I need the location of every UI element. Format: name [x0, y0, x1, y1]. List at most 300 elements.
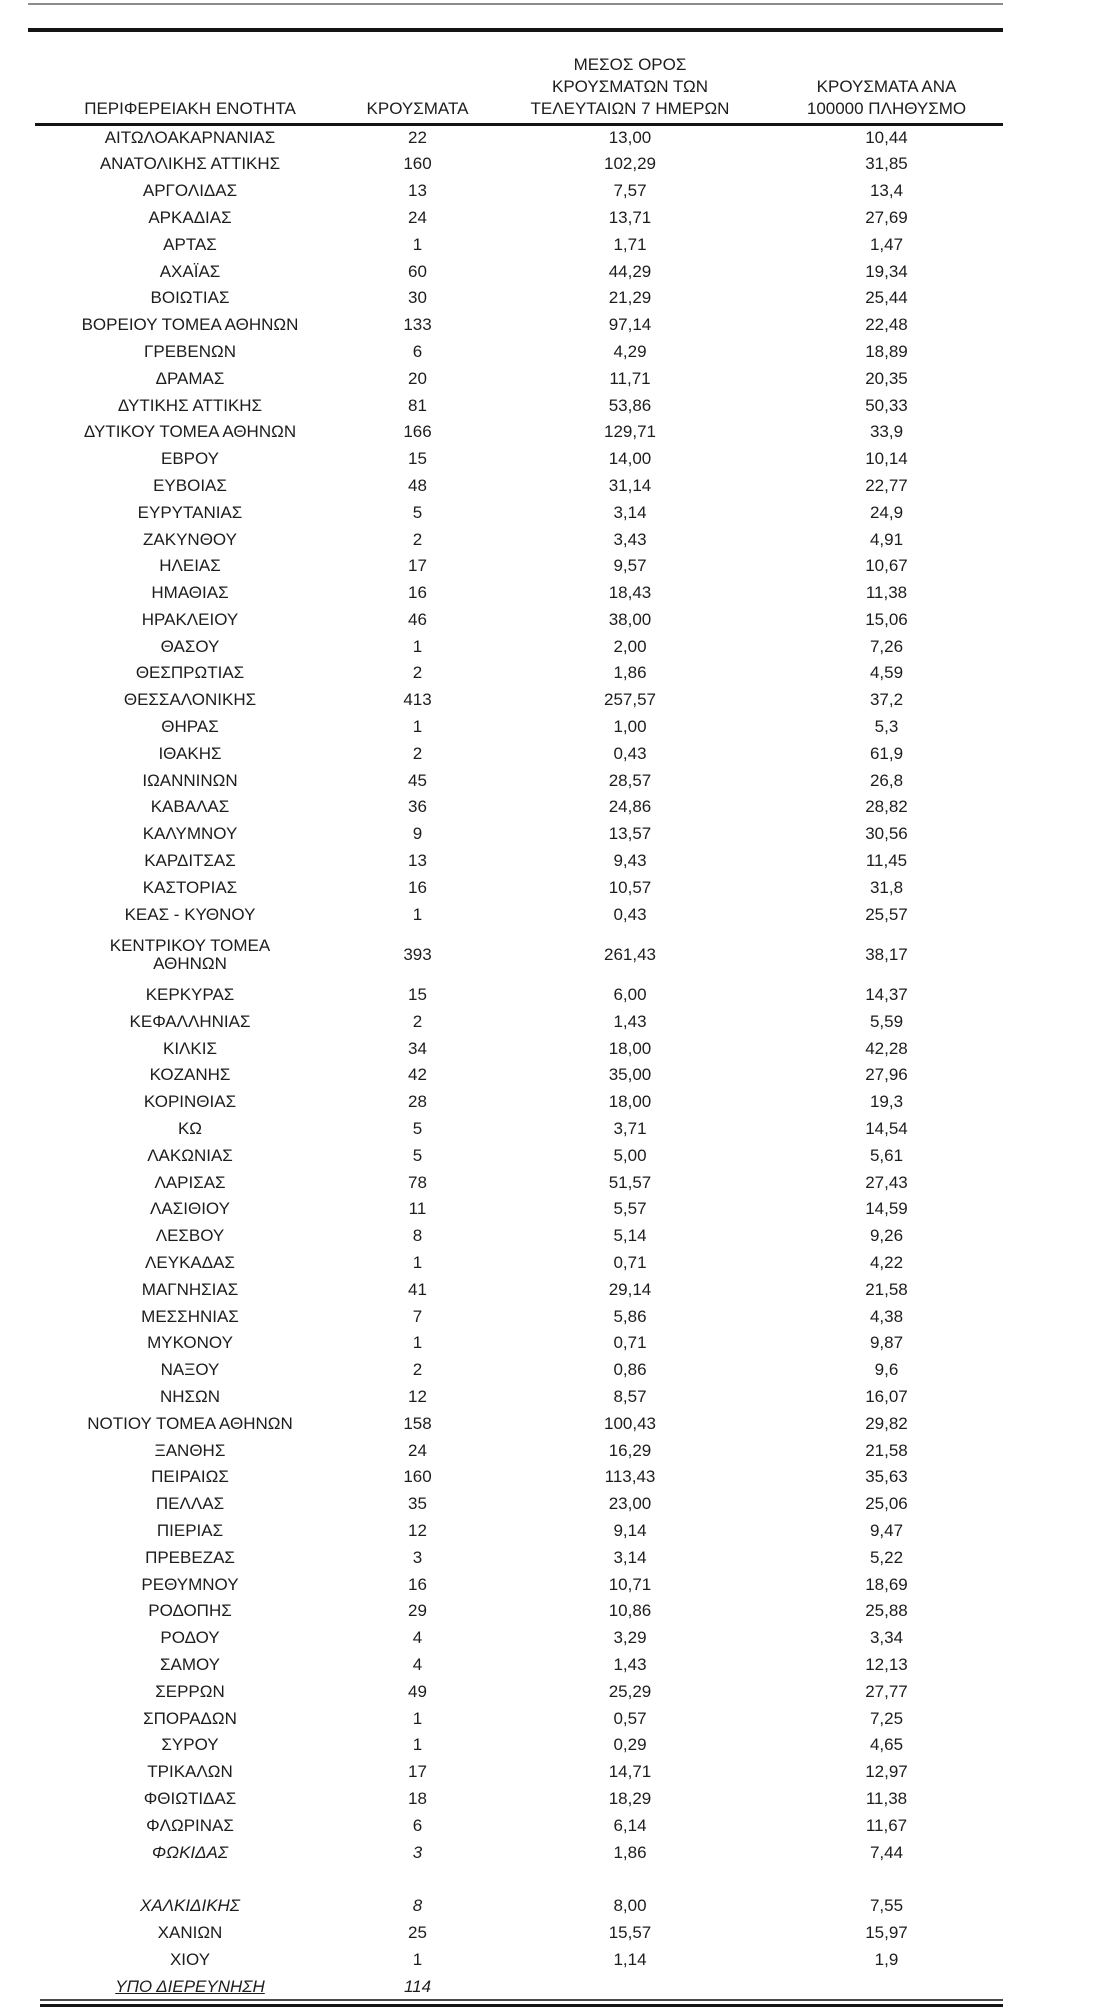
table-row	[35, 1572, 1003, 1599]
cell-value: 11,67	[865, 1815, 908, 1835]
per100k-cell	[770, 1947, 1003, 1974]
region-name-cell	[35, 473, 345, 500]
cell-value: 27,96	[865, 1065, 908, 1085]
region-name: ΓΡΕΒΕΝΩΝ	[144, 341, 236, 361]
cell-value: 13	[408, 181, 427, 201]
region-name-cell	[35, 687, 345, 714]
cell-value: 166	[403, 422, 432, 442]
cell-value: 0,43	[613, 743, 647, 763]
region-name: ΗΛΕΙΑΣ	[159, 556, 221, 576]
table-row	[35, 741, 1003, 768]
cases-cell	[345, 741, 490, 768]
cell-value: 7,26	[869, 636, 904, 656]
cell-value: 24,86	[608, 797, 652, 817]
region-name-cell	[35, 1786, 345, 1813]
region-name-cell	[35, 902, 345, 929]
per100k-cell	[770, 1223, 1003, 1250]
per100k-cell	[770, 526, 1003, 553]
column-header-3: ΜΕΣΟΣ ΟΡΟΣ ΚΡΟΥΣΜΑΤΩΝ ΤΩΝ ΤΕΛΕΥΤΑΙΩΝ 7 ΗΜΕΡΩΝ	[490, 32, 770, 125]
avg7-cell	[490, 1491, 770, 1518]
cell-value: 60	[408, 261, 427, 281]
avg7-cell	[490, 178, 770, 205]
table-row	[35, 982, 1003, 1009]
table-row	[35, 1170, 1003, 1197]
per100k-cell	[770, 660, 1003, 687]
table-row	[35, 232, 1003, 259]
avg7-cell	[490, 1384, 770, 1411]
region-name: ΚΩ	[177, 1119, 203, 1139]
region-name-cell	[35, 1411, 345, 1438]
region-name-cell	[35, 1598, 345, 1625]
avg7-cell	[490, 1893, 770, 1920]
avg7-cell	[490, 473, 770, 500]
avg7-cell	[490, 1357, 770, 1384]
table-row	[35, 928, 1003, 982]
cell-value: 6	[412, 341, 423, 361]
cell-value: 160	[403, 154, 432, 174]
region-name: ΜΑΓΝΗΣΙΑΣ	[141, 1279, 239, 1299]
cell-value: 1,43	[613, 1654, 647, 1674]
table-row	[35, 1009, 1003, 1036]
region-name-cell	[35, 1250, 345, 1277]
table-row	[35, 1036, 1003, 1063]
cell-value: 4,65	[869, 1735, 904, 1755]
cell-value: 9,47	[869, 1520, 904, 1540]
cell-value: 5,22	[869, 1547, 904, 1567]
cases-cell	[345, 526, 490, 553]
per100k-cell	[770, 1036, 1003, 1063]
cell-value: 11,38	[865, 1788, 908, 1808]
region-name: ΦΩΚΙΔΑΣ	[151, 1842, 229, 1862]
cell-value: 1	[412, 1333, 423, 1353]
cell-value: 100,43	[604, 1413, 656, 1433]
per100k-cell	[770, 1732, 1003, 1759]
cell-value: 0,71	[613, 1253, 647, 1273]
cell-value: 25,06	[865, 1494, 908, 1514]
region-name-cell	[35, 928, 345, 982]
table-row	[35, 526, 1003, 553]
table-row	[35, 1438, 1003, 1465]
bottom-double-rule	[40, 1999, 1003, 2007]
cell-value: 6,00	[613, 985, 647, 1005]
avg7-cell	[490, 607, 770, 634]
avg7-cell	[490, 1250, 770, 1277]
cell-value: 9,26	[869, 1226, 904, 1246]
region-name: ΑΡΓΟΛΙΔΑΣ	[142, 181, 238, 201]
table-row	[35, 1250, 1003, 1277]
avg7-cell	[490, 1545, 770, 1572]
region-name-cell	[35, 285, 345, 312]
region-name: ΚΕΝΤΡΙΚΟΥ ΤΟΜΕΑ	[109, 935, 271, 955]
table-row	[35, 1947, 1003, 1974]
avg7-cell	[490, 366, 770, 393]
per100k-cell	[770, 1813, 1003, 1840]
cases-cell	[345, 1250, 490, 1277]
cell-value: 1	[412, 636, 423, 656]
region-name-cell	[35, 1759, 345, 1786]
region-name-cell	[35, 1036, 345, 1063]
top-thin-rule	[28, 3, 1003, 5]
cell-value: 4,59	[869, 663, 904, 683]
region-name-cell	[35, 1893, 345, 1920]
cell-value: 38,00	[608, 609, 652, 629]
per100k-cell	[770, 1357, 1003, 1384]
cell-value: 1	[412, 904, 423, 924]
region-name-cell	[35, 660, 345, 687]
per100k-cell	[770, 1089, 1003, 1116]
table-row	[35, 1893, 1003, 1920]
cases-cell	[345, 1357, 490, 1384]
per100k-cell	[770, 419, 1003, 446]
table-row	[35, 1143, 1003, 1170]
table-header-row	[35, 32, 1003, 125]
cell-value: 4	[412, 1628, 423, 1648]
cases-cell	[345, 1973, 490, 2000]
cases-cell	[345, 1196, 490, 1223]
cell-value: 27,69	[865, 207, 908, 227]
region-name-cell	[35, 1652, 345, 1679]
cell-value: 158	[403, 1413, 432, 1433]
cell-value: 18,89	[865, 341, 908, 361]
region-name: ΧΙΟΥ	[169, 1949, 211, 1969]
cell-value: 5,3	[874, 717, 899, 737]
cases-cell	[345, 1304, 490, 1331]
cases-cell	[345, 768, 490, 795]
cell-value: 8,57	[613, 1387, 647, 1406]
cell-value: 17	[408, 556, 427, 576]
cell-value: 25,29	[608, 1681, 652, 1701]
region-name: ΚΕΦΑΛΛΗΝΙΑΣ	[129, 1011, 251, 1031]
cases-cell	[345, 205, 490, 232]
cases-cell	[345, 1438, 490, 1465]
region-name: ΚΟΡΙΝΘΙΑΣ	[143, 1092, 237, 1112]
region-name: ΝΑΞΟΥ	[160, 1360, 220, 1380]
cell-value: 5,14	[613, 1226, 647, 1246]
cell-value: 0,71	[613, 1333, 647, 1353]
cases-cell	[345, 392, 490, 419]
region-name-cell	[35, 526, 345, 553]
region-name: ΜΥΚΟΝΟΥ	[147, 1333, 233, 1353]
region-name-cell	[35, 634, 345, 661]
cases-cell	[345, 1652, 490, 1679]
cell-value: 34	[408, 1038, 427, 1058]
per100k-cell	[770, 1062, 1003, 1089]
avg7-cell	[490, 902, 770, 929]
cell-value: 15	[408, 985, 427, 1005]
cell-value: 3,14	[613, 1547, 647, 1567]
table-row	[35, 1196, 1003, 1223]
cell-value: 50,33	[865, 395, 908, 415]
region-name-cell	[35, 232, 345, 259]
cases-cell	[345, 607, 490, 634]
cell-value: 10,44	[865, 128, 908, 148]
blank-row	[35, 1866, 1003, 1893]
region-name-cell	[35, 607, 345, 634]
region-name-cell	[35, 1330, 345, 1357]
cell-value: 10,14	[865, 449, 908, 469]
region-name-cell	[35, 1143, 345, 1170]
avg7-cell	[490, 1813, 770, 1840]
cell-value: 22	[408, 128, 427, 148]
region-name-cell	[35, 1706, 345, 1733]
avg7-cell	[490, 1706, 770, 1733]
cases-cell	[345, 419, 490, 446]
region-name: ΤΡΙΚΑΛΩΝ	[147, 1762, 233, 1782]
cell-value: 1	[412, 1949, 423, 1969]
region-name-cell	[35, 312, 345, 339]
cell-value: 18,69	[865, 1574, 908, 1594]
per100k-cell	[770, 339, 1003, 366]
region-name: ΑΧΑΪΑΣ	[159, 261, 221, 281]
cases-cell	[345, 1277, 490, 1304]
cell-value: 25,88	[865, 1601, 908, 1621]
cases-cell	[345, 1384, 490, 1411]
cell-value: 1,47	[869, 234, 904, 254]
cases-cell	[345, 875, 490, 902]
cell-value: 9	[412, 824, 423, 844]
cell-value: 0,86	[613, 1360, 647, 1380]
cell-value: 16	[408, 583, 427, 603]
table-row	[35, 1840, 1003, 1867]
avg7-cell	[490, 1116, 770, 1143]
cell-value: 133	[403, 315, 432, 335]
avg7-cell	[490, 580, 770, 607]
table-row	[35, 1759, 1003, 1786]
avg7-cell	[490, 794, 770, 821]
table-row	[35, 1304, 1003, 1331]
cases-cell	[345, 1545, 490, 1572]
cell-value: 2	[412, 1011, 423, 1031]
region-name: ΠΙΕΡΙΑΣ	[156, 1520, 224, 1540]
cell-value: 16,07	[865, 1387, 908, 1406]
per100k-cell	[770, 848, 1003, 875]
region-name-cell	[35, 205, 345, 232]
cell-value: 5	[412, 1119, 423, 1139]
cell-value: 6	[412, 1815, 423, 1835]
region-name: ΚΑΒΑΛΑΣ	[150, 797, 230, 817]
cell-value: 15	[408, 449, 427, 469]
cell-value: 11,45	[865, 851, 908, 871]
cell-value: 18	[408, 1788, 427, 1808]
cases-cell	[345, 714, 490, 741]
per100k-cell	[770, 1840, 1003, 1867]
per100k-cell	[770, 982, 1003, 1009]
cell-value: 25,57	[865, 904, 908, 924]
avg7-cell	[490, 151, 770, 178]
region-name-cell	[35, 768, 345, 795]
cell-value: 9,6	[874, 1360, 899, 1380]
per100k-cell	[770, 580, 1003, 607]
per100k-cell	[770, 1196, 1003, 1223]
region-name-cell	[35, 1813, 345, 1840]
cell-value: 9,14	[613, 1520, 647, 1540]
cell-value: 24	[408, 1440, 427, 1460]
region-name-cell	[35, 1947, 345, 1974]
cell-value: 261,43	[604, 944, 656, 964]
region-name: ΡΟΔΟΥ	[160, 1628, 220, 1648]
cell-value: 49	[408, 1681, 427, 1701]
table-row	[35, 714, 1003, 741]
per100k-cell	[770, 1572, 1003, 1599]
region-name: ΜΕΣΣΗΝΙΑΣ	[141, 1306, 239, 1326]
per100k-cell	[770, 178, 1003, 205]
cell-value: 1,86	[613, 663, 647, 683]
region-name: ΛΑΡΙΣΑΣ	[154, 1172, 226, 1192]
cases-cell	[345, 1759, 490, 1786]
region-name-cell	[35, 848, 345, 875]
cell-value: 15,06	[865, 609, 908, 629]
cell-value: 24	[408, 207, 427, 227]
region-name-cell	[35, 1438, 345, 1465]
region-name-cell	[35, 125, 345, 152]
cell-value: 21,58	[865, 1279, 908, 1299]
region-name-cell	[35, 1170, 345, 1197]
region-name: ΚΕΑΣ - ΚΥΘΝΟΥ	[124, 904, 256, 924]
region-name: ΚΑΛΥΜΝΟΥ	[142, 824, 238, 844]
cell-value: 114	[403, 1976, 432, 1996]
per100k-cell	[770, 687, 1003, 714]
region-name-cell	[35, 1518, 345, 1545]
table-row	[35, 687, 1003, 714]
region-name: ΑΡΤΑΣ	[163, 234, 217, 254]
cell-value: 51,57	[608, 1172, 652, 1192]
cell-value: 28	[408, 1092, 427, 1112]
cases-cell	[345, 151, 490, 178]
avg7-cell	[490, 1973, 770, 2000]
region-name-cell	[35, 500, 345, 527]
table-body	[35, 125, 1003, 2001]
region-name-cell	[35, 1116, 345, 1143]
avg7-cell	[490, 928, 770, 982]
table-row	[35, 1116, 1003, 1143]
avg7-cell	[490, 982, 770, 1009]
region-name-cell	[35, 178, 345, 205]
avg7-cell	[490, 821, 770, 848]
per100k-cell	[770, 1518, 1003, 1545]
table-row	[35, 258, 1003, 285]
table-row	[35, 902, 1003, 929]
avg7-cell	[490, 500, 770, 527]
cell-value: 10,71	[608, 1574, 652, 1594]
cell-value: 5,57	[613, 1199, 647, 1219]
region-name: ΝΟΤΙΟΥ ΤΟΜΕΑ ΑΘΗΝΩΝ	[87, 1413, 293, 1433]
cell-value: 9,43	[613, 851, 647, 871]
cell-value: 29	[408, 1601, 427, 1621]
cell-value: 0,43	[613, 904, 647, 924]
per100k-cell	[770, 1893, 1003, 1920]
per100k-cell	[770, 1277, 1003, 1304]
region-name: ΣΥΡΟΥ	[161, 1735, 219, 1755]
avg7-cell	[490, 741, 770, 768]
region-name: ΘΕΣΠΡΩΤΙΑΣ	[135, 663, 245, 683]
cell-value: 16,29	[608, 1440, 652, 1460]
per100k-cell	[770, 1625, 1003, 1652]
per100k-cell	[770, 1491, 1003, 1518]
region-name: ΒΟΡΕΙΟΥ ΤΟΜΕΑ ΑΘΗΝΩΝ	[81, 315, 299, 335]
cell-value: 20	[408, 368, 427, 388]
per100k-cell	[770, 392, 1003, 419]
cell-value: 13,4	[869, 181, 904, 201]
region-name-cell	[35, 794, 345, 821]
cell-value: 16	[408, 1574, 427, 1594]
cell-value: 12,97	[865, 1762, 908, 1782]
cell-value: 19,34	[865, 261, 908, 281]
avg7-cell	[490, 1009, 770, 1036]
cell-value: 1,00	[613, 717, 647, 737]
cases-cell	[345, 928, 490, 982]
per100k-cell	[770, 1706, 1003, 1733]
cell-value: 29,82	[865, 1413, 908, 1433]
cell-value: 25,44	[865, 288, 908, 308]
table-row	[35, 1598, 1003, 1625]
cell-value: 3,29	[613, 1628, 647, 1648]
region-name-cell	[35, 1732, 345, 1759]
per100k-cell	[770, 1304, 1003, 1331]
table-row	[35, 473, 1003, 500]
cell-value: 3	[412, 1547, 423, 1567]
cell-value: 22,77	[865, 475, 908, 495]
region-name-cell	[35, 258, 345, 285]
cell-value: 18,29	[608, 1788, 652, 1808]
avg7-cell	[490, 1196, 770, 1223]
cases-cell	[345, 1518, 490, 1545]
cases-cell	[345, 1330, 490, 1357]
cell-value: 393	[403, 944, 432, 964]
cell-value: 61,9	[869, 743, 904, 763]
cell-value: 78	[408, 1172, 427, 1192]
per100k-cell	[770, 1464, 1003, 1491]
cell-value: 102,29	[604, 154, 656, 174]
cell-value: 1	[412, 1735, 423, 1755]
cases-cell	[345, 178, 490, 205]
per100k-cell	[770, 232, 1003, 259]
region-name-cell	[35, 1545, 345, 1572]
avg7-cell	[490, 1679, 770, 1706]
avg7-cell	[490, 1089, 770, 1116]
region-name-cell	[35, 1089, 345, 1116]
per100k-cell	[770, 634, 1003, 661]
per100k-cell	[770, 1786, 1003, 1813]
cell-value: 1	[412, 234, 423, 254]
cell-value: 3	[412, 1842, 423, 1862]
table-row	[35, 848, 1003, 875]
region-name: ΕΥΡΥΤΑΝΙΑΣ	[137, 502, 243, 522]
cases-cell	[345, 1464, 490, 1491]
region-name: ΕΒΡΟΥ	[160, 449, 220, 469]
per100k-cell	[770, 312, 1003, 339]
table-row	[35, 580, 1003, 607]
avg7-cell	[490, 1947, 770, 1974]
region-name-cell	[35, 339, 345, 366]
cell-value: 31,8	[869, 877, 904, 897]
avg7-cell	[490, 1411, 770, 1438]
cell-value: 42	[408, 1065, 427, 1085]
cell-value: 46	[408, 609, 427, 629]
cases-cell	[345, 1062, 490, 1089]
region-name-cell	[35, 1062, 345, 1089]
cell-value: 31,85	[865, 154, 908, 174]
table-row	[35, 1464, 1003, 1491]
column-header-1: ΠΕΡΙΦΕΡΕΙΑΚΗ ΕΝΟΤΗΤΑ	[35, 32, 345, 125]
cell-value: 0,57	[613, 1708, 647, 1728]
cell-value: 30	[408, 288, 427, 308]
cell-value: 35	[408, 1494, 427, 1514]
cell-value: 13,71	[608, 207, 652, 227]
avg7-cell	[490, 1438, 770, 1465]
region-name-cell	[35, 741, 345, 768]
per100k-cell	[770, 1545, 1003, 1572]
cell-value: 7,57	[613, 181, 647, 201]
